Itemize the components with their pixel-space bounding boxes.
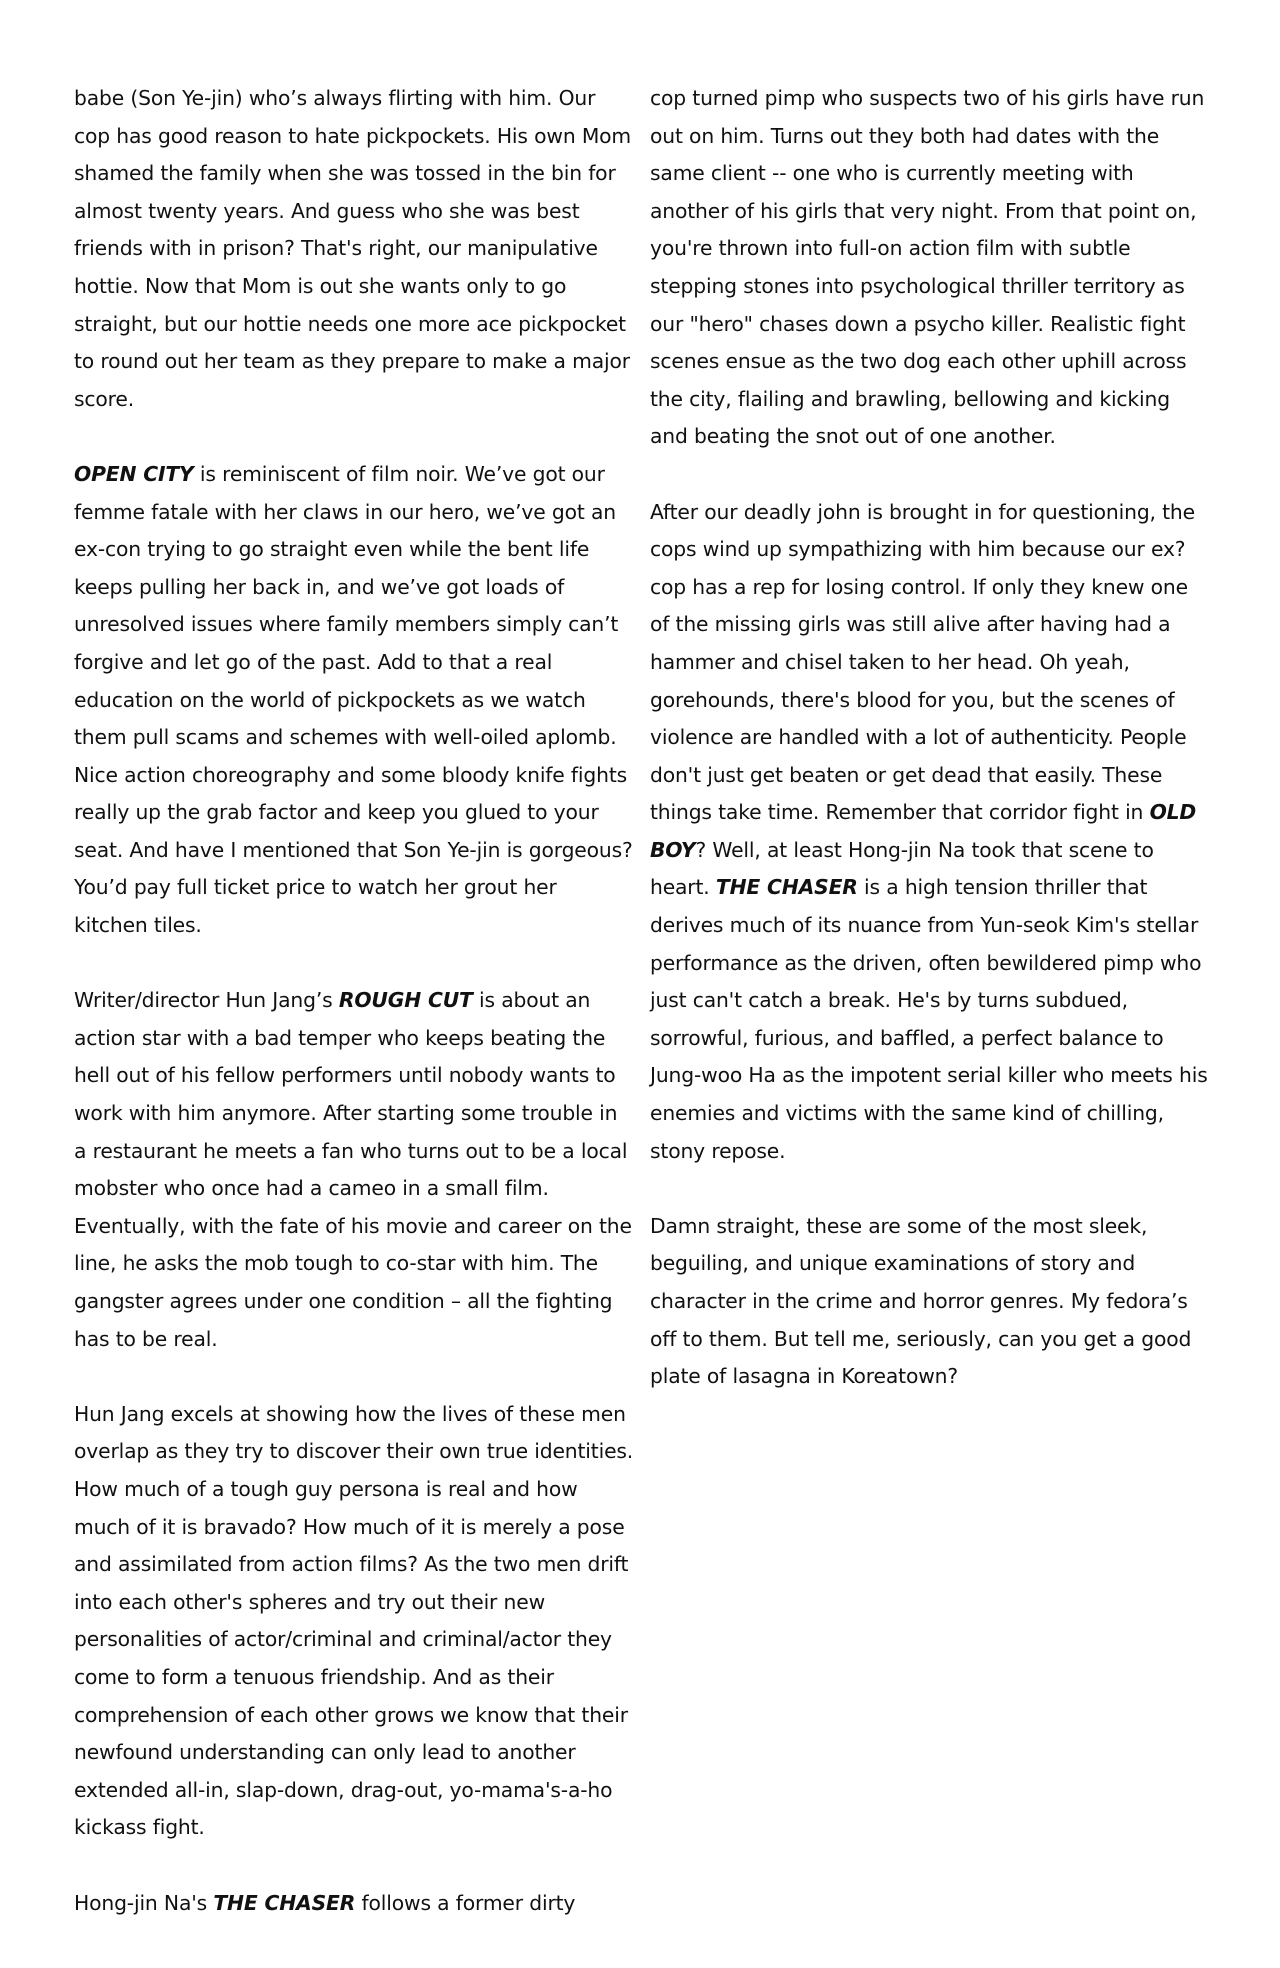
- paragraph-text: Writer/director Hun Jang’s: [74, 988, 339, 1013]
- paragraph-text: Damn straight, these are some of the most sleek, beguiling, and unique examinations of story and character in the crime and horror genres. My fedora’s off to them. But tell me, seriously, can you get a good plate of lasagna in Koreatown?: [650, 1213, 1192, 1389]
- paragraph-pickpocket-setup: [74, 80, 634, 418]
- paragraph-text: babe (Son Ye-jin) who’s always flirting with him. Our cop has good reason to hate pickpockets. His own Mom shamed the family when she was tossed in the bin for almost twenty years. And guess who she was best friends with in prison? That's right, our manipulative hottie. Now that Mom is out she wants only to go straight, but our hottie needs one more ace pickpocket to round out her team as they prepare to make a major score.: [74, 86, 632, 411]
- paragraph-text: is a high tension thriller that derives much of its nuance from Yun-seok Kim's stellar performance as the driven, often bewildered pimp who just can't catch a break. He's by turns subdued, sorrowful, furious, and baffled, a perfect balance to Jung-woo Ha as the impotent serial killer who meets his enemies and victims with the same kind of chilling, stony repose.: [650, 875, 1208, 1163]
- paragraph-text: is reminiscent of film noir. We’ve got our femme fatale with her claws in our hero, we’ve got an ex-con trying to go straight even while the bent life keeps pulling her back in, and we’ve got loads of unresolved issues where family members simply can’t forgive and let go of the past. Add to that a real education on the world of pickpockets as we watch them pull scams and schemes with well-oiled aplomb. Nice action choreography and some bloody knife fights really up the grab factor and keep you glued to your seat. And have I mentioned that Son Ye-jin is gorgeous? You’d pay full ticket price to watch her grout her kitchen tiles.: [74, 461, 633, 938]
- paragraph-text: After our deadly john is brought in for questioning, the cops wind up sympathizing with him because our ex?cop has a rep for losing control. If only they knew one of the missing girls was still alive after having had a hammer and chisel taken to her head. Oh yeah, gorehounds, there's blood for you, but the scenes of violence are handled with a lot of authenticity. People don't just get beaten or get dead that easily. These things take time. Remember that corridor fight in: [650, 499, 1195, 825]
- paragraph-text: Hun Jang excels at showing how the lives of these men overlap as they try to discover their own true identities. How much of a tough guy persona is real and how much of it is bravado? How much of it is merely a pose and assimilated from action films? As the two men drift into each other's spheres and try out their new personalities of actor/criminal and criminal/actor they come to form a tenuous friendship. And as their comprehension of each other grows we know that their newfound understanding can only lead to another extended all-in, slap-down, drag-out, yo-mama's-a-ho kickass fight.: [74, 1401, 634, 1840]
- paragraph-text: ? Well, at least Hong-jin Na took that scene to heart.: [650, 837, 1154, 900]
- right-column: [650, 80, 1210, 1396]
- paragraph-text: Hong-jin Na's: [74, 1890, 214, 1915]
- film-title-open-city: OPEN CITY: [74, 461, 194, 486]
- paragraph-text: is about an action star with a bad temper who keeps beating the hell out of his fellow performers until nobody wants to work with him anymore. After starting some trouble in a restaurant he meets a fan who turns out to be a local mobster who once had a cameo in a small film. Eventually, with the fate of his movie and career on the line, he asks the mob tough to co-star with him. The gangster agrees under one condition – all the fighting has to be real.: [74, 988, 632, 1351]
- paragraph-hun-jang: [74, 1396, 634, 1847]
- paragraph-chaser-intro: [74, 1885, 634, 1923]
- film-title-the-chaser: THE CHASER: [715, 875, 858, 900]
- paragraph-rough-cut: [74, 982, 634, 1358]
- paragraph-text: cop turned pimp who suspects two of his girls have run out on him. Turns out they both had dates with the same client -- one who is currently meeting with another of his girls that very night. From that point on, you're thrown into full-on action film with subtle stepping stones into psychological thriller territory as our "hero" chases down a psycho killer. Realistic fight scenes ensue as the two dog each other uphill across the city, flailing and brawling, bellowing and kicking and beating the snot out of one another.: [650, 86, 1205, 449]
- film-title-rough-cut: ROUGH CUT: [338, 988, 473, 1013]
- paragraph-text: follows a former dirty: [355, 1890, 576, 1915]
- paragraph-open-city: [74, 456, 634, 945]
- paragraph-chaser-review: [650, 494, 1210, 1171]
- film-title-old-boy: OLD BOY: [650, 800, 1197, 862]
- left-column: [74, 80, 634, 1922]
- paragraph-chaser-plot: [650, 80, 1210, 456]
- paragraph-conclusion: [650, 1208, 1210, 1396]
- film-title-the-chaser: THE CHASER: [213, 1890, 356, 1915]
